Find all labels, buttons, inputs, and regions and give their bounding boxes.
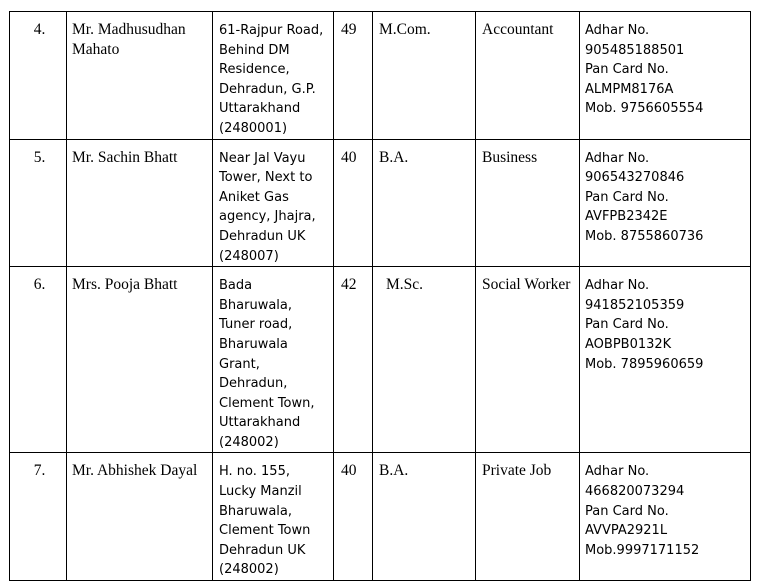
member-qualification: B.A. [373, 453, 476, 581]
table-row [10, 453, 751, 581]
member-qualification: M.Sc. [373, 267, 476, 453]
member-age: 42 [334, 267, 373, 453]
member-occupation: Social Worker [476, 267, 580, 453]
member-occupation: Private Job [476, 453, 580, 581]
member-name: Mrs. Pooja Bhatt [67, 267, 213, 453]
member-id-details: Adhar No. 466820073294 Pan Card No. AVVPA2921L Mob.9997171152 [580, 453, 751, 581]
member-address: 61-Rajpur Road, Behind DM Residence, Dehradun, G.P. Uttarakhand (2480001) [213, 12, 334, 140]
member-id-details: Adhar No. 905485188501 Pan Card No. ALMPM8176A Mob. 9756605554 [580, 12, 751, 140]
members-table [9, 11, 751, 581]
member-address: H. no. 155, Lucky Manzil Bharuwala, Clement Town Dehradun UK (248002) [213, 453, 334, 581]
member-name: Mr. Abhishek Dayal [67, 453, 213, 581]
member-id-details: Adhar No. 906543270846 Pan Card No. AVFPB2342E Mob. 8755860736 [580, 139, 751, 267]
table-row [10, 12, 751, 140]
serial-number: 5. [10, 139, 67, 267]
member-name: Mr. Sachin Bhatt [67, 139, 213, 267]
member-occupation: Business [476, 139, 580, 267]
serial-number: 4. [10, 12, 67, 140]
member-occupation: Accountant [476, 12, 580, 140]
table-row [10, 267, 751, 453]
member-name: Mr. Madhusudhan Mahato [67, 12, 213, 140]
member-age: 49 [334, 12, 373, 140]
member-age: 40 [334, 139, 373, 267]
member-qualification: B.A. [373, 139, 476, 267]
serial-number: 6. [10, 267, 67, 453]
member-qualification: M.Com. [373, 12, 476, 140]
table-row [10, 139, 751, 267]
member-address: Near Jal Vayu Tower, Next to Aniket Gas agency, Jhajra, Dehradun UK (248007) [213, 139, 334, 267]
member-address: Bada Bharuwala, Tuner road, Bharuwala Grant, Dehradun, Clement Town, Uttarakhand (248002) [213, 267, 334, 453]
member-id-details: Adhar No. 941852105359 Pan Card No. AOBPB0132K Mob. 7895960659 [580, 267, 751, 453]
member-age: 40 [334, 453, 373, 581]
serial-number: 7. [10, 453, 67, 581]
